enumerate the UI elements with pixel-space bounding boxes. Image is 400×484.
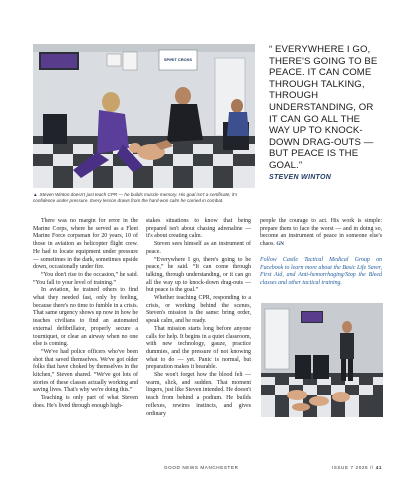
body-column-2	[146, 218, 251, 418]
paragraph: Whether teaching CPR, responding to a crisis, or working behind the scenes, Steven's mission is the same: bring order, speak calm, and be ready.	[146, 295, 251, 325]
page-number: 41	[375, 465, 382, 470]
caption-text: Steven Winton doesn't just teach CPR — he builds muscle memory. His goal isn't a certificate; it's confidence under pressure. Every lesson draws from the hard-won calm he carried in combat.	[33, 192, 238, 203]
paragraph	[260, 218, 382, 249]
end-mark: GN	[276, 242, 284, 248]
paragraph: stakes situations to know that being prepared isn't about chasing adrenaline — it's about creating calm.	[146, 218, 251, 240]
caption-marker: ▲	[33, 192, 38, 197]
pull-quote: “ EVERYWHERE I GO, THERE'S GOING TO BE PEACE. IT CAN COME THROUGH TALKING, THROUGH UNDERSTANDING, OR IT CAN GO ALL THE WAY UP TO KNOCK-DOWN DRAG-OUTS — BUT PEACE IS THE GOAL.”	[269, 44, 378, 171]
paragraph: “You don't rise to the occasion,” he said. “You fall to your level of training.”	[33, 271, 138, 286]
classroom-photo	[261, 303, 383, 417]
paragraph: There was no margin for error in the Marine Corps, where he served as a Fleet Marine Force corpsman for 20 years, 10 of those in aviation as helicopter flight crew. He had to locate equipment under pressure — sometimes in the dark, sometimes upside down, occasionally under fire.	[33, 218, 138, 271]
cpr-training-photo	[33, 44, 255, 188]
wall-sign-text: SPIRIT CROSS	[163, 57, 193, 62]
body-column-3	[260, 218, 382, 288]
cpr-training-photo-illustration	[33, 44, 255, 188]
footer-issue	[332, 465, 382, 470]
footer-issue-label: ISSUE 7 2025 //	[331, 465, 374, 470]
body-column-1	[33, 218, 138, 411]
facebook-promo: Follow Castle Tactical Medical Group on Facebook to learn more about the Basic Life Saver, First Aid, and Anti-hemorrhaging/Stop the Bleed classes and other tactical training.	[260, 256, 382, 286]
classroom-photo-illustration	[261, 303, 383, 417]
photo-caption	[33, 192, 258, 204]
pull-quote-author: STEVEN WINTON	[269, 174, 332, 181]
paragraph: That mission starts long before anyone calls for help. It begins in a quiet classroom, with new technology, gauze, practice dummies, and the pressure of not knowing what to do — yet. Panic is normal, but preparation makes it bearable.	[146, 325, 251, 371]
paragraph: Steven sees himself as an instrument of peace.	[146, 241, 251, 255]
paragraph: In aviation, he trained others to find what they needed fast, only by feeling, because there's no time to fumble in a crisis. That same urgency shows up now in how he teaches civilians to find an automated external defibrillator, properly secure a tourniquet, or clear an airway when no one else is coming.	[33, 287, 138, 348]
paragraph: “Everywhere I go, there's going to be peace,” he said. “It can come through talking, through understanding, or it can go all the way up to knock-down drag-outs — but peace is the goal.”	[146, 256, 251, 294]
paragraph: “We've had police officers who've been shot that saved themselves. We've got older folks that have choked by themselves in the kitchen,” Steven shared. “We've got lots of stories of these classes actually working and saving lives. That's why we're doing this.”	[33, 348, 138, 394]
paragraph: Teaching is only part of what Steven does. He's lived through enough high-	[33, 395, 138, 409]
paragraph-text: people the courage to act. His work is simple: prepare them to face the worst — and in doing so, become an instrument of peace in someone else's chaos.	[260, 218, 382, 248]
paragraph: She won't forget how the blood felt — warm, slick, and sudden. That moment lingers, just like Steven intended. He doesn't teach from behind a podium. He builds reflexes, rewires instincts, and gives ordinary	[146, 372, 251, 417]
footer-publication: GOOD NEWS MANCHESTER	[164, 465, 239, 470]
